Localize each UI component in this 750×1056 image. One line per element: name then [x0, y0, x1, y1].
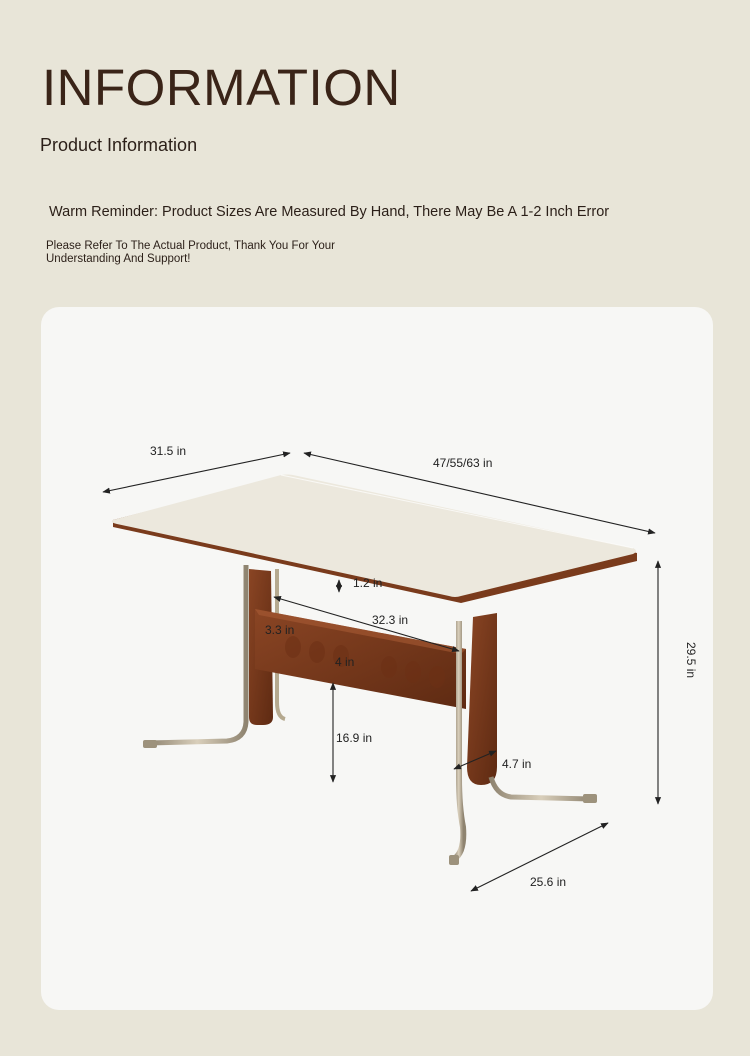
page-subtitle: Product Information	[40, 135, 198, 155]
top-length-label: 47/55/63 in	[433, 456, 493, 470]
stretcher-width-label: 3.3 in	[265, 623, 295, 637]
top-width-label: 31.5 in	[150, 444, 187, 458]
stretcher-length-label: 32.3 in	[372, 613, 409, 627]
table-dimension-diagram	[41, 307, 713, 1010]
warm-reminder-text: Warm Reminder: Product Sizes Are Measured By Hand, There May Be A 1-2 Inch Error	[49, 204, 610, 220]
base-length-label: 25.6 in	[530, 875, 567, 889]
leg-width-label: 4.7 in	[502, 757, 532, 771]
floor-clearance-label: 16.9 in	[336, 731, 373, 745]
top-thickness-label: 1.2 in	[353, 576, 383, 590]
product-dimension-card	[41, 307, 713, 1010]
page-title: INFORMATION	[42, 59, 401, 116]
stretcher-height-label: 4 in	[335, 655, 355, 669]
total-height-label: 29.5 in	[684, 642, 698, 679]
refer-note-text: Please Refer To The Actual Product, Thank You For Your Understanding And Support!	[46, 240, 335, 265]
table-illustration	[112, 475, 637, 866]
